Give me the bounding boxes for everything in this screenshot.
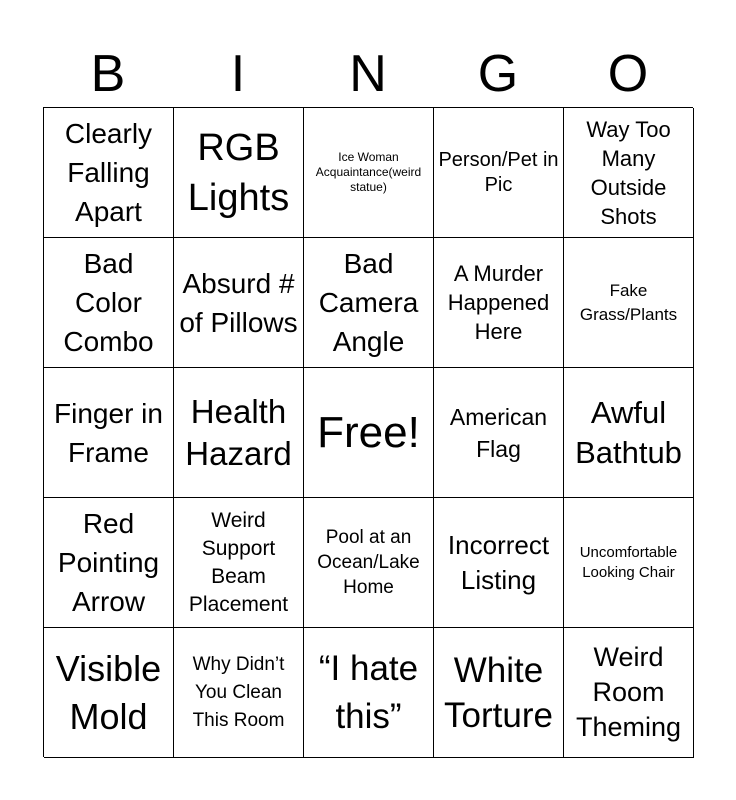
cell-text: Way Too Many Outside Shots — [586, 116, 671, 229]
bingo-cell[interactable] — [44, 238, 174, 368]
bingo-cell[interactable] — [564, 108, 694, 238]
cell-text: American Flag — [449, 403, 548, 462]
cell-text: A Murder Happened Here — [447, 261, 550, 344]
bingo-cell[interactable] — [174, 368, 304, 498]
free-space-text: Free! — [317, 407, 420, 457]
cell-text: Why Didn’t You Clean This Room — [192, 653, 285, 731]
cell-text: Pool at an Ocean/Lake Home — [317, 527, 420, 598]
bingo-header — [43, 40, 693, 108]
bingo-cell[interactable] — [44, 368, 174, 498]
cell-text: RGB Lights — [187, 126, 290, 219]
cell-text: Weird Room Theming — [575, 642, 682, 742]
cell-text: Ice Woman Acquaintance(weird statue) — [315, 150, 422, 194]
header-letter-o: O — [607, 45, 649, 103]
bingo-card-grid — [43, 107, 693, 757]
bingo-cell[interactable] — [564, 238, 694, 368]
bingo-cell[interactable] — [174, 628, 304, 758]
cell-text: Fake Grass/Plants — [579, 280, 678, 324]
bingo-cell[interactable] — [174, 498, 304, 628]
cell-text: Absurd # of Pillows — [179, 267, 298, 338]
cell-text: White Torture — [444, 650, 553, 735]
bingo-cell[interactable] — [304, 238, 434, 368]
bingo-cell[interactable] — [434, 238, 564, 368]
cell-text: Bad Camera Angle — [318, 248, 419, 357]
bingo-cell[interactable] — [564, 628, 694, 758]
bingo-cell[interactable] — [434, 368, 564, 498]
cell-text: Bad Color Combo — [63, 248, 154, 357]
bingo-cell[interactable] — [44, 628, 174, 758]
bingo-cell[interactable] — [304, 368, 434, 498]
bingo-cell[interactable] — [44, 498, 174, 628]
cell-text: Visible Mold — [55, 647, 162, 737]
bingo-cell[interactable] — [304, 628, 434, 758]
cell-text: “I hate this” — [318, 648, 419, 736]
bingo-cell[interactable] — [174, 108, 304, 238]
cell-text: Finger in Frame — [54, 397, 163, 468]
header-letter-b: B — [90, 45, 126, 103]
cell-text: Awful Bathtub — [575, 394, 682, 470]
cell-text: Incorrect Listing — [447, 529, 550, 595]
cell-text: Clearly Falling Apart — [64, 118, 153, 227]
bingo-cell[interactable] — [304, 108, 434, 238]
bingo-cell[interactable] — [434, 628, 564, 758]
bingo-cell[interactable] — [44, 108, 174, 238]
bingo-cell[interactable] — [304, 498, 434, 628]
cell-text: Health Hazard — [185, 392, 292, 472]
cell-text: Uncomfortable Looking Chair — [579, 543, 678, 581]
header-letter-g: G — [477, 45, 519, 103]
header-letter-i: I — [230, 45, 246, 103]
cell-text: Weird Support Beam Placement — [188, 508, 289, 616]
cell-text: Person/Pet in Pic — [438, 148, 559, 196]
bingo-cell[interactable] — [434, 108, 564, 238]
bingo-cell[interactable] — [564, 368, 694, 498]
cell-text: Red Pointing Arrow — [57, 508, 160, 617]
bingo-cell[interactable] — [174, 238, 304, 368]
bingo-cell[interactable] — [434, 498, 564, 628]
header-letter-n: N — [349, 45, 387, 103]
bingo-cell[interactable] — [564, 498, 694, 628]
